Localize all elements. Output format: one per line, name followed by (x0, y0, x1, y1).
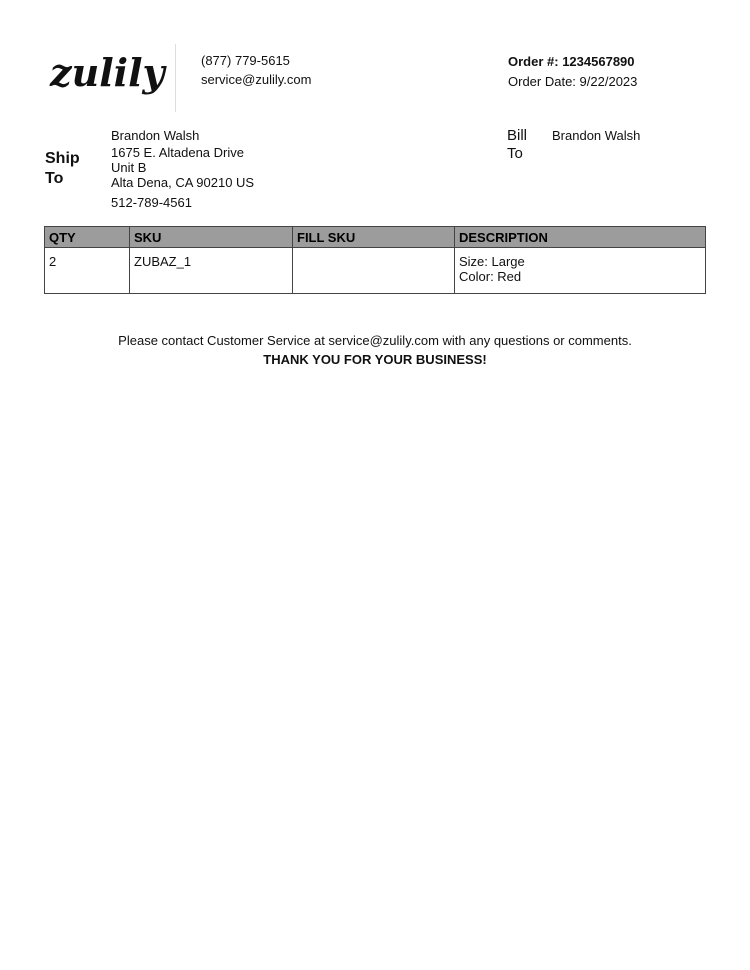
ship-to-address1: 1675 E. Altadena Drive (111, 145, 244, 160)
bill-to-label-line1: Bill (507, 127, 528, 144)
ship-to-label-line2: To (45, 170, 64, 187)
order-date-label: Order Date: (508, 74, 576, 89)
ship-to-name: Brandon Walsh (111, 128, 200, 143)
bill-to-label-line2: To (507, 145, 523, 162)
contact-email: service@zulily.com (201, 72, 312, 87)
header-qty: QTY (45, 227, 130, 248)
cell-fill-sku (293, 248, 455, 294)
ship-to-label-line1: Ship (45, 150, 80, 167)
footer-thanks: THANK YOU FOR YOUR BUSINESS! (263, 352, 487, 367)
order-info (508, 52, 637, 91)
ship-to-label (45, 149, 80, 189)
footer-contact-text: Please contact Customer Service at service@zulily.com with any questions or comments. (118, 333, 632, 348)
description-color: Color: Red (459, 269, 522, 284)
order-date-value: 9/22/2023 (579, 74, 638, 89)
order-number-value: 1234567890 (562, 54, 635, 69)
order-date-line (508, 72, 637, 91)
cell-sku: ZUBAZ_1 (130, 248, 293, 294)
table-row (45, 248, 706, 294)
contact-phone: (877) 779-5615 (201, 53, 290, 68)
zulily-logo-graphic (48, 48, 172, 108)
bill-to-name: Brandon Walsh (552, 128, 641, 143)
ship-to-address (111, 126, 254, 212)
ship-to-phone: 512-789-4561 (111, 195, 192, 210)
description-size: Size: Large (459, 254, 525, 269)
cell-qty: 2 (45, 248, 130, 294)
cell-description (455, 248, 706, 294)
header-sku: SKU (130, 227, 293, 248)
order-number-line (508, 52, 637, 71)
table-header-row (45, 227, 706, 248)
order-number-label: Order #: (508, 54, 559, 69)
ship-to-city-line: Alta Dena, CA 90210 US (111, 175, 255, 190)
zulily-logo (44, 44, 176, 112)
order-items-table (44, 226, 706, 294)
contact-info (201, 51, 311, 89)
ship-to-address2: Unit B (111, 160, 147, 175)
logo-text: zulily (50, 50, 165, 95)
footer (0, 331, 750, 369)
header-description: DESCRIPTION (455, 227, 706, 248)
bill-to-label (507, 127, 527, 163)
header-fill-sku: FILL SKU (293, 227, 455, 248)
